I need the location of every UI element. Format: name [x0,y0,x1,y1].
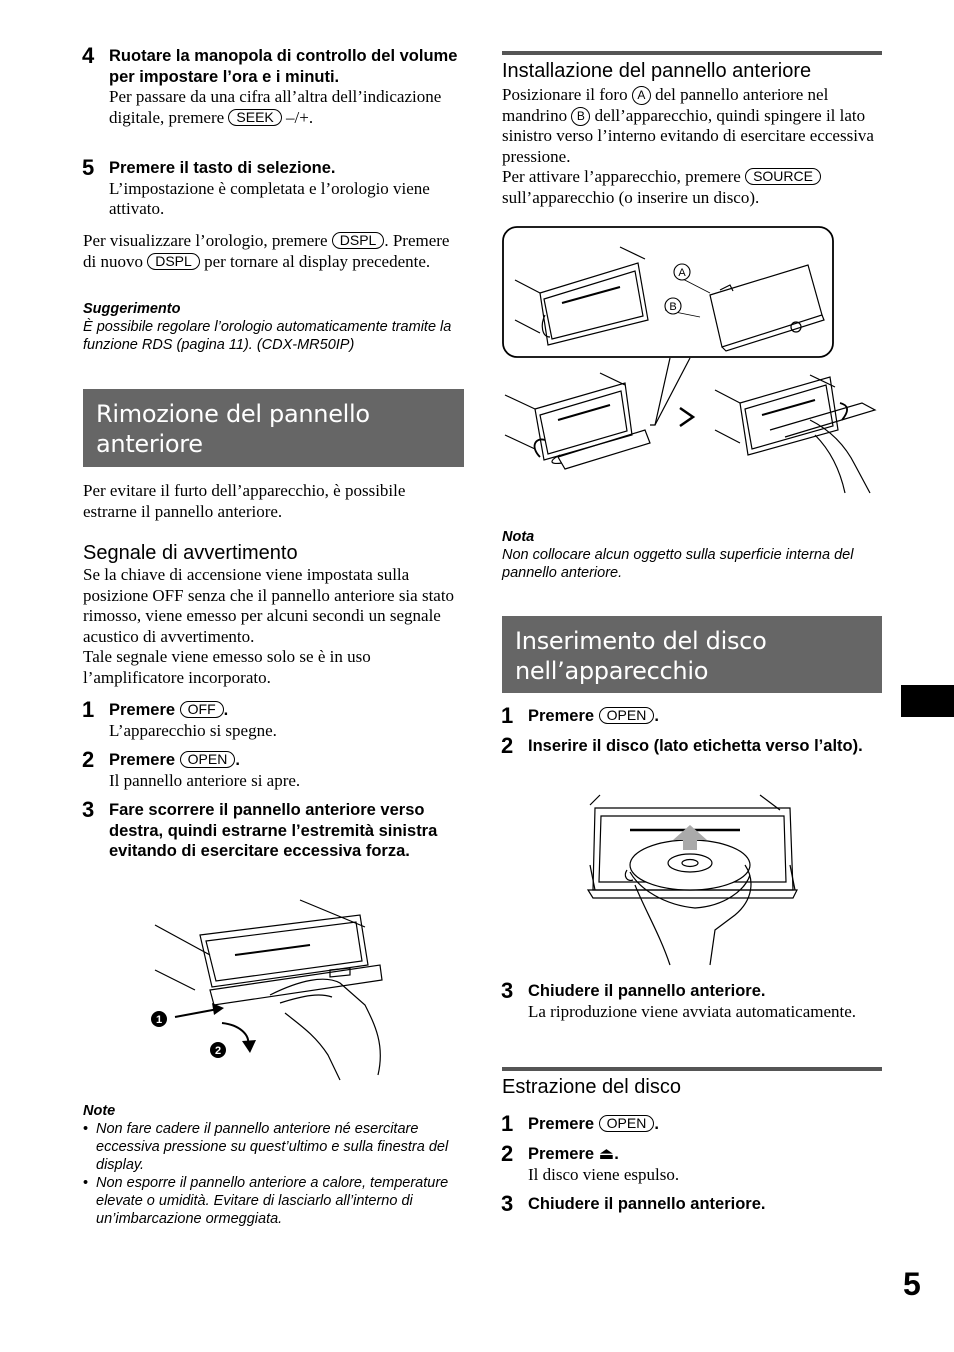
clock-paragraph: Per visualizzare l’orologio, premere DSPL . Premere di nuovo DSPL per tornare al display precedente. [83,231,450,271]
step-number: 1 [82,697,95,722]
step-title: Premere il tasto di selezione. [109,159,336,177]
step-number: 2 [501,733,514,758]
section-rule [502,1067,882,1071]
warning-body: Se la chiave di accensione viene impostata sulla posizione OFF senza che il pannello anteriore sia stato rimosso, viene emesso per alcuni secondi un segnale acustico di avvertimento. Tale segnale viene emesso solo se è in uso l’amplificatore incorporato. [83,565,455,687]
eject-heading: Estrazione del disco [502,1076,681,1098]
source-key: SOURCE [745,168,821,185]
step-number: 2 [82,747,95,772]
mark-a: A [632,86,651,105]
warning-heading: Segnale di avvertimento [83,542,298,564]
mark-b: B [571,107,590,126]
open-key: OPEN [599,1115,655,1132]
nota-label: Nota [502,529,535,545]
step-number: 3 [501,1191,514,1216]
marker-2: 2 [214,1045,222,1057]
figure-panel-removal [150,895,400,1085]
step-body: Per passare da una cifra all’altra dell’indicazione digitale, premere SEEK –/+. [109,87,442,127]
section-rule [502,51,882,55]
step-4 [109,46,469,128]
label-b: B [669,301,677,313]
label-a: A [678,267,686,279]
notes-label: Note [83,1103,116,1119]
removal-intro: Per evitare il furto dell’apparecchio, è possibile estrarne il pannello anteriore. [83,481,406,521]
side-tab [901,685,954,717]
eject-step-2: Premere ⏏. Il disco viene espulso. [528,1145,680,1184]
eject-step-3: Chiudere il pannello anteriore. [528,1195,766,1213]
tip-label: Suggerimento [83,301,181,317]
page-number: 5 [903,1266,921,1302]
notes-list [83,1120,468,1228]
open-key: OPEN [180,751,236,768]
step-body: L’impostazione è completata e l’orologio viene attivato. [109,178,430,218]
open-key: OPEN [599,707,655,724]
section-banner-removal: Rimozione del pannello anteriore [83,389,464,467]
step-number: 4 [82,43,95,68]
dspl-key: DSPL [332,232,385,249]
step-number: 1 [501,703,514,728]
step-number: 2 [501,1141,514,1166]
nota-text: Non collocare alcun oggetto sulla superficie interna del pannello anteriore. [502,547,854,581]
step-title: Ruotare la manopola di controllo del volume per impostare l’ora e i minuti. [109,47,458,86]
seek-key: SEEK [228,109,281,126]
insert-step-1: Premere OPEN . [528,707,659,725]
figure-disc-insert [585,790,800,970]
step-number: 3 [82,797,95,822]
figure-panel-install [500,225,885,495]
marker-1: 1 [155,1014,163,1026]
eject-step-1: Premere OPEN . [528,1115,659,1133]
note-item: • Non esporre il pannello anteriore a calore, temperature elevate o umidità. Evitare di lasciarlo all’interno di un’imbarcazione ormeggiata. [83,1174,468,1228]
install-body: Posizionare il foro A del pannello anteriore nel mandrino B dell’apparecchio, quindi spingere il lato sinistro verso l’interno evitando di esercitare eccessiva pressione. Per attivare l’apparecchio, premere SOURCE sull’apparecchio (o inserire un disco). [502,85,874,207]
tip-text: È possibile regolare l’orologio automaticamente tramite la funzione RDS (pagina 11). (CDX-MR50IP) [83,319,452,353]
eject-icon: ⏏ [598,1145,615,1163]
install-heading: Installazione del pannello anteriore [502,60,812,82]
dspl-key: DSPL [147,253,200,270]
section-banner-insert: Inserimento del disco nell’apparecchio [502,616,882,693]
notes [83,1102,468,1228]
removal-step-2: Premere OPEN . Il pannello anteriore si apre. [109,751,301,790]
step-number: 3 [501,978,514,1003]
nota [502,528,887,582]
step-number: 1 [501,1111,514,1136]
insert-step-2: Inserire il disco (lato etichetta verso l’alto). [528,737,863,755]
note-item: • Non fare cadere il pannello anteriore né esercitare eccessiva pressione su quest’ultimo e sulla finestra del display. [83,1120,468,1174]
step-5 [109,158,469,220]
removal-step-3: Fare scorrere il pannello anteriore verso destra, quindi estrarne l’estremità sinistra evitando di esercitare eccessiva forza. [109,801,438,860]
tip [83,300,463,354]
removal-step-1: Premere OFF . L’apparecchio si spegne. [109,701,277,740]
step-number: 5 [82,155,95,180]
off-key: OFF [180,701,224,718]
insert-step-3: Chiudere il pannello anteriore. La riproduzione viene avviata automaticamente. [528,982,857,1021]
